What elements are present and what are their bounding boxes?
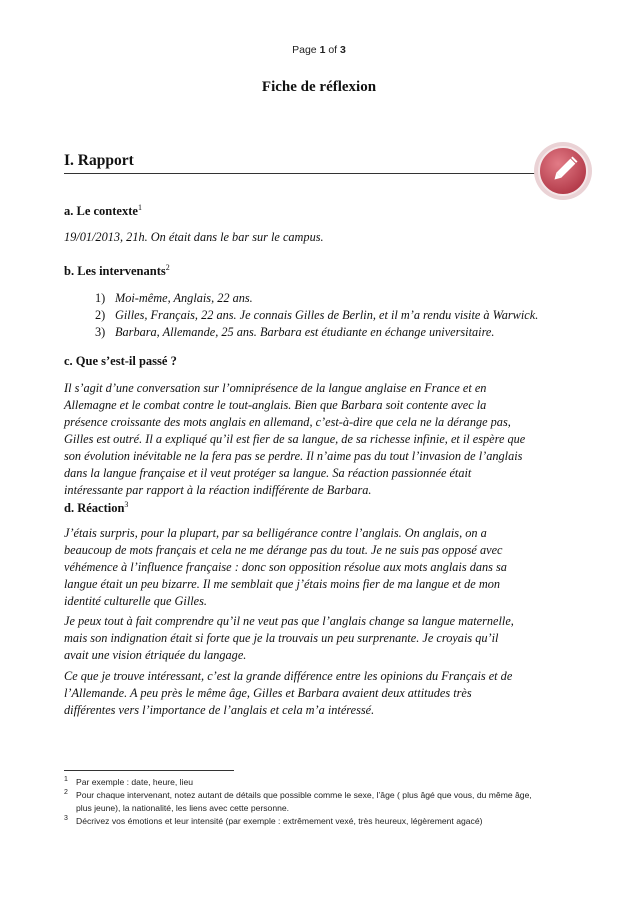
- pencil-icon: [532, 140, 594, 202]
- footnote-ref-2: 2: [165, 263, 170, 272]
- reaction-paragraph-2: [64, 613, 564, 664]
- text-line: véhémence à l’influence française : donc son opposition résolue aux mots anglais dans sa: [64, 560, 507, 574]
- footnote-mark: 3: [64, 815, 68, 822]
- footnote-text: Par exemple : date, heure, lieu: [76, 777, 194, 787]
- reaction-paragraph-3: [64, 668, 564, 719]
- text-line: Allemagne et le combat contre le tout-anglais. Bien que Barbara soit contente avec la: [64, 398, 487, 412]
- heading-reaction-label: d. Réaction: [64, 501, 125, 516]
- list-item-text: Gilles, Français, 22 ans. Je connais Gilles de Berlin, et il m’a rendu visite à Warwick.: [115, 308, 539, 322]
- text-line: Gilles est outré. Il a expliqué qu’il est fier de sa langue, de sa richesse infinie, et il espère que: [64, 432, 526, 446]
- list-item: [95, 324, 575, 341]
- footnote-2: [64, 789, 584, 802]
- list-item-number: 2): [95, 308, 106, 322]
- list-item: [95, 307, 575, 324]
- page-number-header: [0, 44, 638, 56]
- heading-intervenants: [64, 263, 170, 279]
- text-line: avait une vision étriquée du langage.: [64, 648, 247, 662]
- text-line: différentes vers l’importance de l’anglais et cela m’a intéressé.: [64, 703, 375, 717]
- text-line: l’Allemande. A peu près le même âge, Gilles et Barbara avaient deux attitudes très: [64, 686, 472, 700]
- footnote-text-continued: plus jeune), la nationalité, les liens avec cette personne.: [76, 803, 290, 813]
- text-line: beaucoup de mots français et cela ne me dérange pas du tout. Je ne suis pas opposé avec: [64, 543, 503, 557]
- text-line: Ce que je trouve intéressant, c’est la grande différence entre les opinions du Français et de: [64, 669, 513, 683]
- page-total: 3: [340, 44, 346, 56]
- page-of-label: of: [328, 44, 338, 56]
- text-line: J’étais surpris, pour la plupart, par sa belligérance contre l’anglais. On anglais, on a: [64, 526, 487, 540]
- list-item-number: 1): [95, 291, 106, 305]
- footnote-mark: 2: [64, 789, 68, 796]
- section-heading-rapport: I. Rapport: [64, 152, 134, 169]
- footnote-3: [64, 815, 584, 828]
- footnote-1: [64, 776, 584, 789]
- heading-intervenants-label: b. Les intervenants: [64, 264, 166, 279]
- footnote-ref-1: 1: [137, 203, 142, 212]
- list-item-text: Barbara, Allemande, 25 ans. Barbara est étudiante en échange universitaire.: [115, 325, 495, 339]
- text-line: identité culturelle que Gilles.: [64, 594, 207, 608]
- text-line: dans la langue française et il veut protéger sa langue. Sa réaction passionnée était: [64, 466, 472, 480]
- page-current: 1: [319, 44, 326, 56]
- heading-contexte-label: a. Le contexte: [64, 204, 138, 219]
- heading-reaction: [64, 500, 128, 516]
- footnote-text: Pour chaque intervenant, notez autant de détails que possible comme le sexe, l’âge ( plus âgé que vous, du même âge,: [76, 790, 532, 800]
- reaction-paragraph-1: [64, 525, 564, 610]
- document-title: Fiche de réflexion: [261, 79, 377, 95]
- list-item-text: Moi-même, Anglais, 22 ans.: [115, 291, 253, 305]
- text-line: intéressante par rapport à la réaction indifférente de Barbara.: [64, 483, 372, 497]
- heading-passe: c. Que s’est-il passé ?: [64, 354, 177, 368]
- text-line: Il s’agit d’une conversation sur l’omniprésence de la langue anglaise en France et en: [64, 381, 487, 395]
- text-line: présence croissante des mots anglais en allemand, c’est-à-dire que cela ne la dérange pas,: [64, 415, 511, 429]
- intervenants-list: [95, 290, 575, 341]
- footnote-separator: [64, 770, 234, 771]
- page-label: Page: [292, 44, 317, 56]
- heading-contexte: [64, 203, 142, 219]
- footnote-text: Décrivez vos émotions et leur intensité (par exemple : extrêmement vexé, très heureux, légèrement agacé): [76, 816, 483, 826]
- list-item: [95, 290, 575, 307]
- footnotes: [64, 776, 584, 828]
- passe-paragraph: [64, 380, 564, 499]
- text-line: son évolution inévitable ne la fera pas se perdre. Il n’aime pas du tout l’invasion de l’anglais: [64, 449, 523, 463]
- footnote-mark: 1: [64, 776, 68, 783]
- list-item-number: 3): [95, 325, 106, 339]
- contexte-text: 19/01/2013, 21h. On était dans le bar sur le campus.: [64, 230, 324, 244]
- footnote-ref-3: 3: [124, 500, 129, 509]
- section-divider: [64, 173, 550, 174]
- text-line: Je peux tout à fait comprendre qu’il ne veut pas que l’anglais change sa langue maternelle,: [64, 614, 514, 628]
- text-line: langue était un peu bizarre. Il me semblait que j’étais moins fier de ma langue et de mon: [64, 577, 501, 591]
- text-line: mais son indignation était si forte que je la trouvais un peu surprenante. Je croyais qu’il: [64, 631, 499, 645]
